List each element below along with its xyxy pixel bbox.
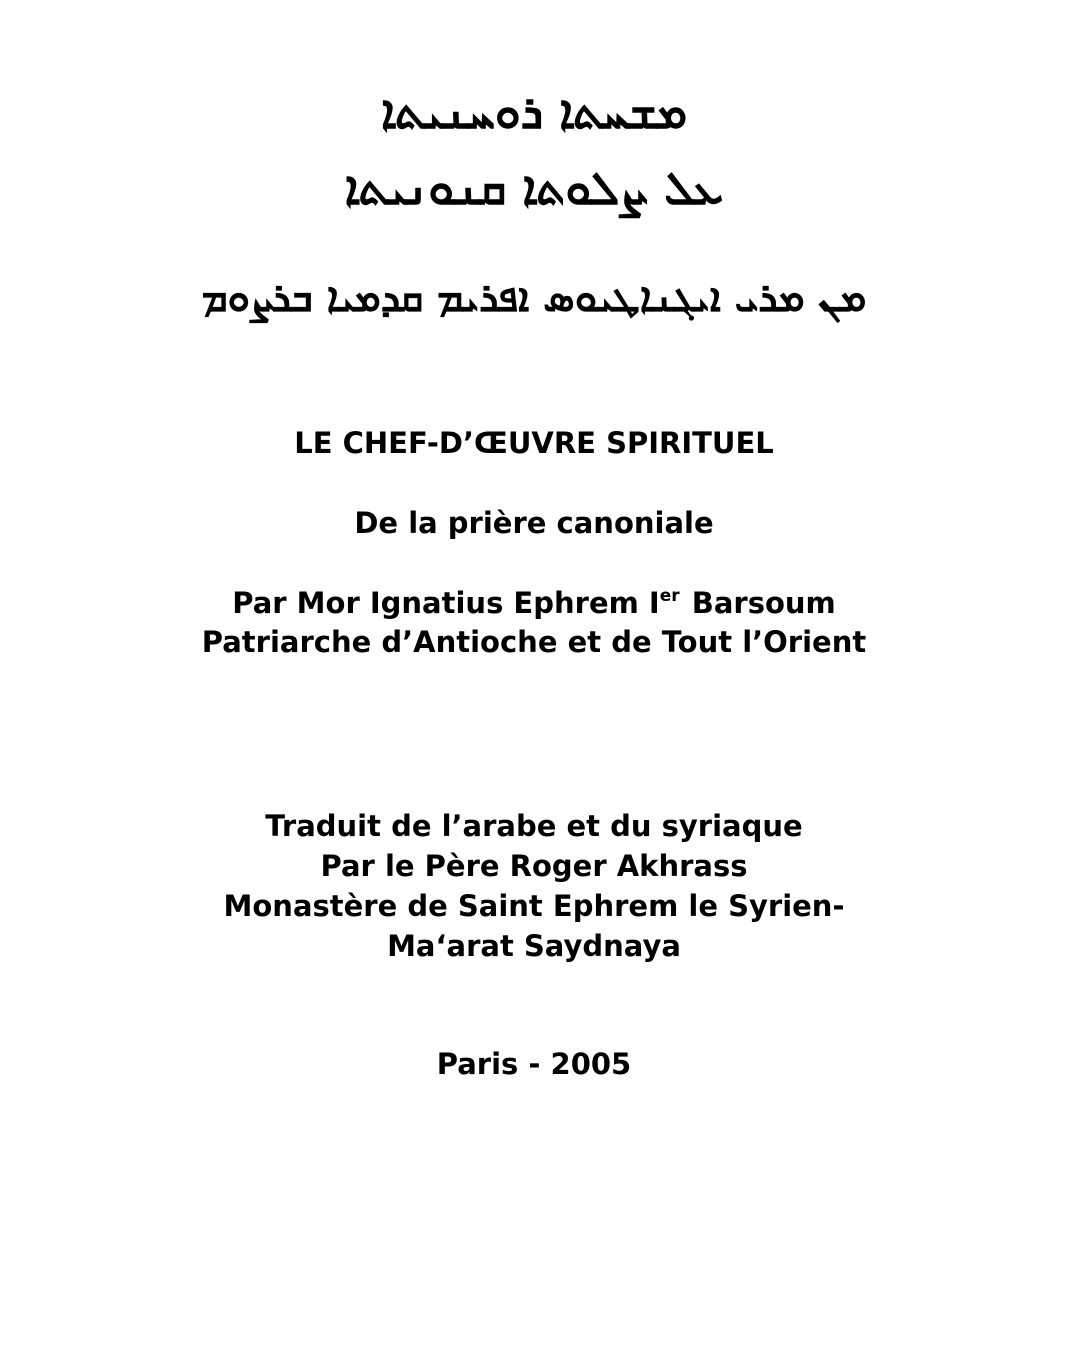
- syriac-title-line-1: ܡܫܚܬܐ ܪܘܚܢܝܬܐ: [380, 85, 688, 139]
- author-ordinal: er: [659, 586, 680, 606]
- author-prefix: Par Mor Ignatius Ephrem I: [232, 586, 660, 620]
- place-date: Paris - 2005: [436, 1047, 632, 1081]
- translation-line-1: Traduit de l’arabe et du syriaque: [265, 809, 803, 843]
- author-title: Patriarche d’Antioche et de Tout l’Orient: [201, 625, 867, 659]
- book-title: LE CHEF-D’ŒUVRE SPIRITUEL: [294, 426, 774, 460]
- author-suffix: Barsoum: [681, 586, 836, 620]
- location-line: Ma‘arat Saydnaya: [387, 929, 681, 963]
- author-line: [0, 583, 1068, 623]
- syriac-author-line: ܡܢ ܡܪܝ ܐܝܓܢܐܛܝܘܣ ܐܦܪܝܡ ܩܕܡܝܐ ܒܪܨܘܡ: [201, 274, 867, 321]
- syriac-title-line-2: ܥܠ ܨܠܘܬܐ ܩܢܘܢܝܬܐ: [344, 161, 724, 215]
- translator-line: Par le Père Roger Akhrass: [320, 849, 748, 883]
- monastery-line: Monastère de Saint Ephrem le Syrien-: [223, 889, 845, 923]
- book-subtitle: De la prière canoniale: [354, 506, 714, 540]
